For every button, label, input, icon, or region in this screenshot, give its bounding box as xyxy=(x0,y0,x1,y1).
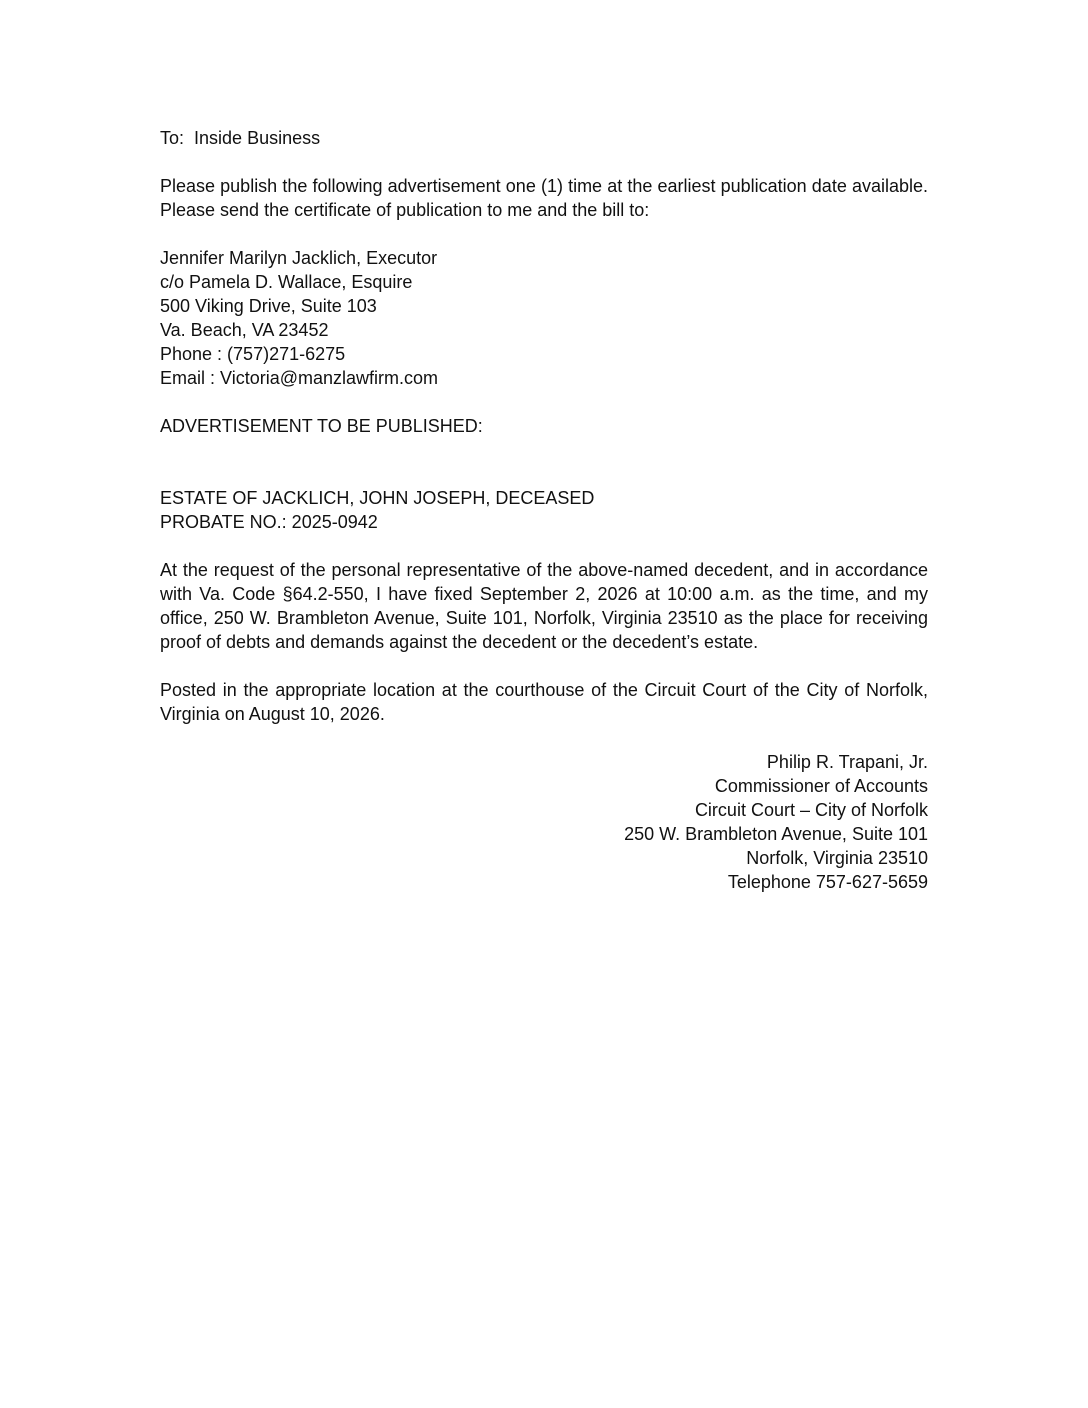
to-label: To: xyxy=(160,128,185,148)
request-paragraph: Please publish the following advertisement one (1) time at the earliest publication date available. Please send the certificate of publication to me and the bill to: xyxy=(160,176,928,220)
advertisement-heading: ADVERTISEMENT TO BE PUBLISHED: xyxy=(160,416,483,436)
signature-name: Philip R. Trapani, Jr. xyxy=(766,752,928,772)
signature-telephone: Telephone 757-627-5659 xyxy=(727,872,928,892)
billing-name: Jennifer Marilyn Jacklich, Executor xyxy=(160,248,438,268)
probate-number: PROBATE NO.: 2025-0942 xyxy=(160,512,378,532)
estate-title: ESTATE OF JACKLICH, JOHN JOSEPH, DECEASED xyxy=(160,488,595,508)
billing-street: 500 Viking Drive, Suite 103 xyxy=(160,296,377,316)
signature-street: 250 W. Brambleton Avenue, Suite 101 xyxy=(624,824,928,844)
signature-block xyxy=(160,750,928,894)
billing-email: Email : Victoria@manzlawfirm.com xyxy=(160,368,438,388)
billing-phone: Phone : (757)271-6275 xyxy=(160,344,346,364)
to-recipient: Inside Business xyxy=(194,128,321,148)
recipient-line xyxy=(160,126,928,150)
signature-court: Circuit Court – City of Norfolk xyxy=(694,800,928,820)
letter-body xyxy=(160,126,928,894)
billing-care-of: c/o Pamela D. Wallace, Esquire xyxy=(160,272,413,292)
signature-title: Commissioner of Accounts xyxy=(714,776,928,796)
posted-paragraph: Posted in the appropriate location at the courthouse of the Circuit Court of the City of Norfolk, Virginia on August 10, 2026. xyxy=(160,680,928,724)
billing-address xyxy=(160,246,928,390)
notice-paragraph: At the request of the personal representative of the above-named decedent, and in accordance with Va. Code §64.2-550, I have fixed September 2, 2026 at 10:00 a.m. as the time, and my office, 250 W. Brambleton Avenue, Suite 101, Norfolk, Virginia 23510 as the place for receiving proof of debts and demands against the decedent or the decedent’s estate. xyxy=(160,560,928,652)
estate-heading xyxy=(160,486,928,534)
billing-city-state-zip: Va. Beach, VA 23452 xyxy=(160,320,329,340)
signature-city-state-zip: Norfolk, Virginia 23510 xyxy=(746,848,928,868)
